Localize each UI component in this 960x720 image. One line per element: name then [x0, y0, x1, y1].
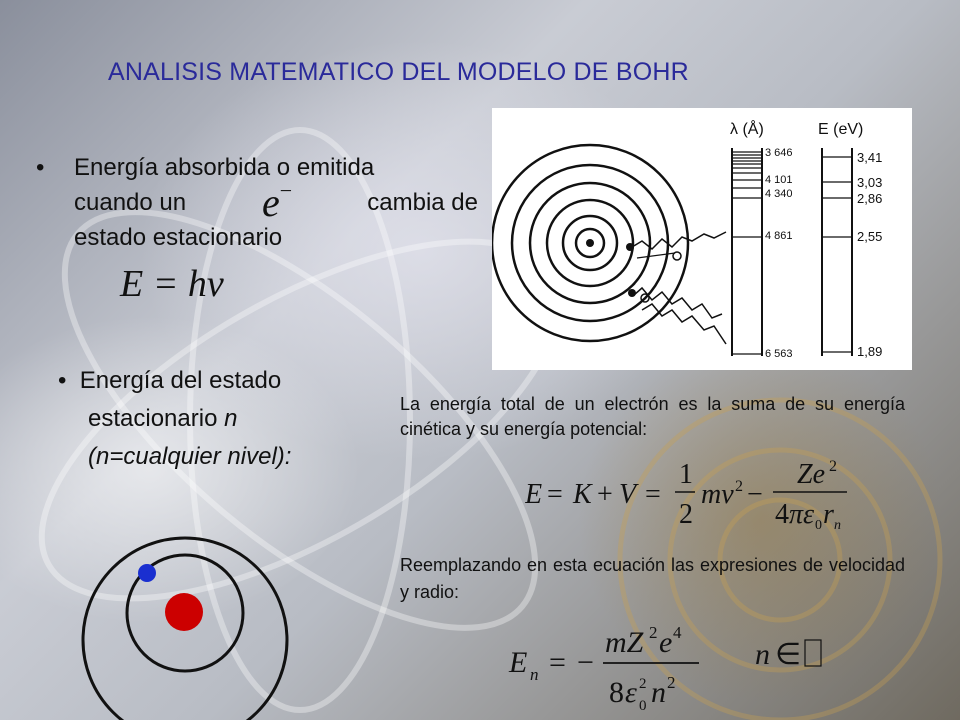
bohr-diagram-svg: [492, 108, 912, 370]
wavelength-label: 4 101: [765, 174, 793, 186]
svg-text:4: 4: [673, 623, 682, 642]
svg-text:8: 8: [609, 676, 624, 709]
electron: [138, 564, 156, 582]
svg-text:V: V: [619, 479, 637, 510]
wavelength-label: 6 563: [765, 348, 793, 360]
total-energy-paragraph: La energía total de un electrón es la suma de su energía cinética y su energía potencial:: [400, 394, 905, 439]
energy-label: 2,55: [857, 229, 883, 244]
bullet-line-3: estado estacionario: [74, 224, 283, 251]
svg-text:=: =: [547, 479, 563, 510]
bullet-marker: •: [58, 367, 67, 394]
svg-text:Ze: Ze: [797, 459, 825, 490]
svg-text:n: n: [530, 665, 539, 684]
atom-model-illustration: [80, 525, 295, 720]
bullet-line-1: Energía absorbida o emitida: [74, 154, 375, 181]
energy-label: 3,41: [857, 150, 883, 165]
svg-text:E: E: [525, 479, 543, 510]
svg-text:r: r: [823, 499, 834, 530]
bohr-spectrum-diagram: [492, 108, 912, 370]
svg-text:4: 4: [775, 499, 789, 530]
svg-text:K: K: [573, 479, 592, 510]
svg-text:2: 2: [639, 676, 647, 692]
svg-text:∈: ∈: [775, 638, 802, 671]
svg-text:2: 2: [679, 499, 693, 530]
replacement-paragraph: Reemplazando en esta ecuación las expresiones de velocidad y radio:: [400, 555, 905, 602]
energy-label: 1,89: [857, 344, 883, 359]
svg-text:mZ: mZ: [605, 626, 644, 659]
electron-symbol: [262, 178, 292, 226]
electron-letter: e: [262, 180, 280, 225]
svg-text:2: 2: [649, 623, 658, 642]
bullet-line-2b: cambia de: [367, 189, 478, 216]
bullet2-line-2-text: estacionario: [88, 405, 218, 432]
planck-equation: E = hν: [120, 263, 224, 305]
energy-header: E (eV): [818, 121, 864, 138]
bullet-line-2a: cuando un: [74, 189, 187, 216]
svg-text:−: −: [747, 479, 763, 510]
bohr-energy-equation: [505, 618, 845, 716]
svg-text:1: 1: [679, 459, 693, 490]
bullet2-line-1-text: Energía del estado: [79, 367, 282, 394]
total-energy-equation: [525, 455, 855, 535]
emission-wave: [642, 304, 726, 344]
wavelength-label: 4 861: [765, 230, 793, 242]
wavelength-label: 3 646: [765, 147, 793, 159]
energy-label: 2,86: [857, 191, 883, 206]
nucleus: [165, 593, 203, 631]
svg-text:E: E: [509, 646, 528, 679]
bullet-absorbed-energy: [38, 150, 478, 255]
svg-text:n: n: [834, 518, 841, 533]
svg-text:ε: ε: [625, 676, 637, 709]
wavelength-label: 4 340: [765, 188, 793, 200]
svg-text:+: +: [597, 479, 613, 510]
emission-wave: [634, 288, 722, 318]
bullet2-line-1: [58, 367, 281, 394]
bullet-stationary-energy: [58, 362, 378, 476]
bullet2-line-2: [58, 400, 378, 438]
svg-text:mv: mv: [701, 479, 734, 510]
svg-text:n: n: [755, 638, 770, 671]
svg-text:−: −: [577, 646, 594, 679]
bullet2-line-3: (n=cualquier nivel):: [88, 443, 292, 470]
lambda-header: λ (Å): [730, 121, 764, 138]
svg-text:=: =: [645, 479, 661, 510]
svg-text:0: 0: [815, 518, 822, 533]
svg-text:2: 2: [829, 458, 837, 475]
energy-label: 3,03: [857, 175, 883, 190]
slide-title: ANALISIS MATEMATICO DEL MODELO DE BOHR: [108, 58, 689, 86]
emission-wave: [632, 232, 726, 249]
electron-charge: −: [279, 178, 293, 203]
svg-text:2: 2: [735, 478, 743, 495]
electron-dot: [628, 289, 636, 297]
svg-text:0: 0: [639, 698, 647, 714]
svg-text:2: 2: [667, 673, 676, 692]
bullet-marker: •: [36, 154, 45, 181]
nucleus-dot: [586, 239, 594, 247]
bullet2-var-n: n: [224, 405, 238, 432]
svg-text:e: e: [659, 626, 673, 659]
svg-text:πε: πε: [789, 499, 815, 530]
svg-text:n: n: [651, 676, 666, 709]
svg-text:=: =: [549, 646, 566, 679]
